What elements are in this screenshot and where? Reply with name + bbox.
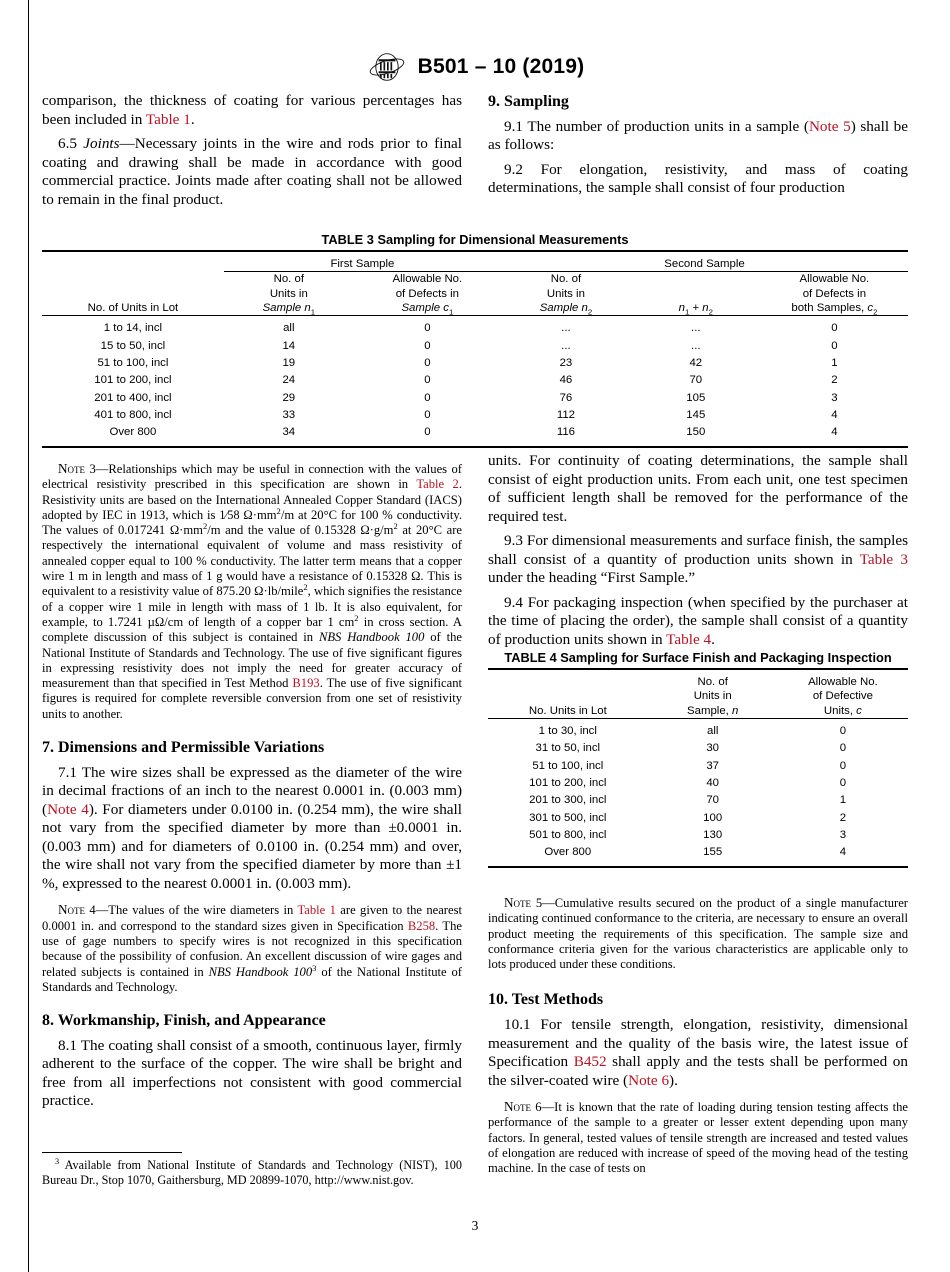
table-row-value: 4	[831, 409, 838, 422]
note-6-label: Note	[504, 1099, 532, 1115]
table-4-column-headers	[488, 675, 908, 719]
table-3-col-header-n1-l3: Sample n	[262, 302, 311, 315]
table-3-col-header-n2-l3: Sample n	[539, 302, 588, 315]
note-3-f: at 20°C are respectively the international equivalent of volume and mass resistivity of annealed copper equal to 100 % conductivity. The latter term means that a copper wire 1 m in length and mass of 1 g would have a resistance of 0.15328 Ω. This is equivalent to a resistivity value of 875.20 Ω·lb/mile	[42, 523, 462, 599]
table-row-label: 301 to 500, incl	[529, 811, 607, 824]
left-column-top	[42, 92, 462, 209]
table-row-label: 501 to 800, incl	[529, 829, 607, 842]
page-number: 3	[471, 1218, 479, 1233]
table-row	[42, 338, 908, 355]
table-row	[488, 792, 908, 809]
table-3-col-header-c1-sub: 1	[448, 307, 454, 317]
table-row	[488, 758, 908, 775]
footnote-separator	[42, 1152, 182, 1153]
table-3-group-headers	[42, 257, 908, 272]
note-3-e: /m and the value of 0.15328 Ω·g/m	[207, 523, 394, 538]
table-4-col-header-units	[648, 675, 778, 719]
note-3-c: Ω·mm	[239, 507, 277, 522]
astm-roundel-logo	[366, 50, 408, 84]
link-table-3[interactable]: Table 3	[859, 550, 909, 568]
table-3-body	[42, 320, 908, 441]
table-row-label: 1 to 14, incl	[103, 322, 163, 335]
note-4-b: are given to the nearest 0.0001 in. and correspond to the standard sizes given in Specification	[42, 903, 462, 933]
table-3-group-first-sample: First Sample	[224, 257, 501, 272]
table-row-value: 2	[839, 811, 847, 824]
table-row-value: 40	[706, 777, 720, 790]
table-row	[42, 372, 908, 389]
table-3-col-header-c1	[354, 272, 501, 316]
paragraph-9-4-b: .	[711, 630, 715, 648]
table-row-value: ...	[691, 322, 701, 335]
note-3-fraction: 1⁄58	[219, 507, 240, 522]
table-4-col-header-defective	[778, 675, 908, 719]
note-3-italic-1: NBS Handbook 100	[318, 630, 425, 645]
table-4-col-header-units-symbol: n	[731, 704, 739, 717]
paragraph-6-5	[42, 135, 462, 209]
note-3-sup-2: 2	[202, 521, 208, 531]
table-3-group-blank	[42, 257, 224, 272]
paragraph-9-1	[488, 118, 908, 155]
table-row-value: 0	[831, 322, 838, 335]
table-3-grid	[42, 250, 908, 448]
paragraph-9-3-a: 9.3 For dimensional measurements and surface finish, the samples shall consist of a quantity of production units shown in	[488, 532, 908, 568]
table-row-value: 0	[424, 426, 431, 439]
table-row-value: 37	[706, 759, 720, 772]
table-row-label: Over 800	[544, 846, 592, 859]
table-row-value: 70	[689, 374, 703, 387]
note-3	[42, 461, 462, 722]
note-4-number: 4—	[85, 903, 109, 918]
table-row-value: 0	[424, 339, 431, 352]
section-7-heading: 7. Dimensions and Permissible Variations	[42, 739, 325, 757]
table-3	[42, 232, 908, 448]
note-4-italic: NBS Handbook 100	[208, 964, 313, 979]
paragraph-9-1-text-a: 9.1 The number of production units in a sample (	[504, 117, 809, 135]
note-3-sup-4: 2	[303, 582, 308, 593]
note-3-j: . The use of five significant figures is required for complete reversible conversion from one set of resistivity units to another.	[42, 676, 463, 721]
paragraph-9-3-b: under the heading “First Sample.”	[488, 569, 696, 587]
table-row-value: 0	[839, 742, 847, 755]
right-column-top	[488, 92, 908, 198]
table-row-value: all	[283, 322, 295, 335]
table-row-value: 19	[282, 357, 296, 370]
note-3-number: 3—	[85, 462, 109, 476]
paragraph-9-4-a: 9.4 For packaging inspection (when specified by the purchaser at the time of placing the order), the sample shall consist of a quantity of production units shown in	[488, 593, 908, 648]
table-row-value: 0	[424, 409, 431, 422]
link-table-2[interactable]: Table 2	[416, 477, 459, 492]
table-row-value: 1	[831, 357, 838, 370]
table-3-bottom-rule	[42, 442, 908, 447]
table-row	[42, 407, 908, 424]
note-3-b: . Resistivity units are based on the International Annealed Copper Standard (IACS) adopted by IEC in 1913, which is	[42, 477, 463, 522]
table-3-col-header-n2	[501, 272, 631, 316]
table-4	[488, 650, 908, 868]
table-row-value: 0	[839, 725, 847, 738]
table-row	[42, 390, 908, 407]
table-row-value: 150	[686, 426, 706, 439]
table-row-value: 0	[424, 357, 431, 370]
note-4-label: Note	[58, 902, 86, 918]
table-row-value: 0	[424, 374, 431, 387]
table-row-value: 42	[689, 357, 703, 370]
footnote-3-marker: 3	[55, 1156, 60, 1166]
note-5	[488, 895, 908, 972]
note-3-label: Note	[58, 461, 86, 476]
table-row-label: 1 to 30, incl	[538, 725, 597, 738]
paragraph-9-4	[488, 594, 908, 650]
note-4-d: of the National Institute of Standards and Technology.	[42, 964, 462, 994]
table-4-col-header-units-l3: Sample,	[687, 704, 732, 717]
table-row-value: 0	[424, 391, 431, 404]
table-row-label: Over 800	[109, 426, 157, 439]
table-row-value: 145	[686, 409, 706, 422]
table-3-col-header-lot-text: No. of Units in Lot	[87, 302, 179, 315]
table-4-col-header-defective-l1: Allowable No.	[808, 676, 878, 688]
table-row-value: 30	[706, 742, 720, 755]
note-4	[42, 902, 462, 995]
table-4-col-header-defective-symbol: c	[856, 704, 862, 717]
note-3-sup-3: 2	[393, 521, 398, 531]
table-row-value: 0	[424, 322, 431, 335]
paragraph-7-1-b: ). For diameters under 0.0100 in. (0.254 mm), the wire shall not vary from the specified diameter by more than ±0.0001 in. (0.003 mm) and for diameters of 0.0100 in. (0.254 mm) and over, the wire shall not vary from the specified diameter by more than ±1 %, expressed to the nearest 0.0001 in. (0.003 mm).	[42, 800, 462, 892]
table-row-value: all	[706, 725, 719, 738]
table-3-col-header-c1-l3: Sample c	[401, 302, 449, 315]
note-3-g: , which signifies the resistance of a copper wire 1 mile in length with mass of 1 lb. It is also equivalent, for example, to 1.7241 µΩ/cm of length of a copper bar 1 cm	[42, 584, 462, 629]
paragraph-continued-tail: .	[190, 110, 195, 128]
paragraph-9-1-text-b: ) shall be as follows:	[488, 117, 909, 154]
table-row-value: 4	[839, 846, 847, 859]
table-3-col-header-c1-l1: Allowable No.	[392, 273, 463, 286]
paragraph-9-2-continued: units. For continuity of coating determinations, the sample shall consist of eight production units. From each unit, one test specimen of sufficient length shall be removed for the performance of the required test.	[488, 452, 908, 525]
table-row-value: ...	[691, 339, 701, 352]
link-note-6[interactable]: Note 6	[628, 1071, 670, 1089]
paragraph-7-1-a: 7.1 The wire sizes shall be expressed as the diameter of the wire in decimal fractions of an inch to the nearest 0.0001 in. (0.003 mm) (	[42, 763, 462, 818]
link-table-1[interactable]: Table 1	[145, 110, 191, 128]
table-3-title: TABLE 3 Sampling for Dimensional Measurements	[321, 232, 629, 247]
paragraph-6-5-text: —Necessary joints in the wire and rods prior to final coating and drawing shall be made in accordance with good commercial practice. Joints made after coating shall not be allowed to remain in the final product.	[42, 135, 463, 208]
note-5-number: 5—	[531, 896, 555, 910]
table-row-value: 112	[556, 409, 575, 422]
note-3-sup-1: 2	[276, 505, 281, 516]
table-4-col-header-defective-l3: Units,	[823, 704, 857, 717]
right-column-lower	[488, 886, 908, 1177]
table-4-col-header-units-l1: No. of	[697, 676, 728, 688]
table-row-value: 33	[282, 409, 296, 422]
note-6-number: 6—	[531, 1100, 555, 1115]
note-6-text: It is known that the rate of loading during tension testing affects the performance of the sample to a greater or lesser extent depending upon many factors. In general, tested values of tensile strength are increased and tested values of elongation are reduced with increase of speed of the moving head of the testing machine. In the case of tests on	[488, 1100, 908, 1176]
table-row	[488, 740, 908, 757]
table-row	[488, 723, 908, 740]
table-3-col-header-n2-sub: 2	[587, 307, 593, 317]
footnote-3-text: Available from National Institute of Standards and Technology (NIST), 100 Bureau Dr., Stop 1070, Gaithersburg, MD 20899-1070, http://www.nist.gov.	[42, 1158, 462, 1187]
table-row-label: 51 to 100, incl	[532, 759, 604, 772]
table-4-col-header-defective-l2: of Defective	[812, 690, 873, 703]
table-row-value: 70	[706, 794, 720, 807]
paragraph-continued-text: comparison, the thickness of coating for various percentages has been included in	[42, 92, 462, 128]
table-row-value: 116	[556, 426, 575, 439]
paragraph-continued	[42, 92, 462, 129]
table-4-title: TABLE 4 Sampling for Surface Finish and Packaging Inspection	[504, 650, 892, 665]
table-row	[42, 320, 908, 337]
table-3-column-headers	[42, 272, 908, 316]
table-row-value: 46	[559, 374, 573, 387]
table-row	[42, 355, 908, 372]
paragraph-9-2: 9.2 For elongation, resistivity, and mass of coating determinations, the sample shall consist of four production	[488, 160, 908, 197]
table-row-value: 130	[703, 829, 723, 842]
table-row-label: 15 to 50, incl	[100, 339, 166, 352]
table-row-value: 3	[839, 829, 847, 842]
table-row	[488, 810, 908, 827]
note-3-sup-5: 2	[354, 612, 359, 623]
table-4-bottom-rule	[488, 862, 908, 867]
table-row-value: 100	[703, 811, 723, 824]
paragraph-7-1	[42, 764, 462, 894]
note-3-a: Relationships which may be useful in connection with the values of electrical resistivity prescribed in this specification are shown in	[42, 462, 462, 492]
table-3-col-header-n1-l1: No. of	[273, 273, 304, 286]
link-note-5[interactable]: Note 5	[808, 117, 851, 135]
table-3-col-header-c1-l2: of Defects in	[395, 287, 460, 300]
page-header	[0, 50, 950, 89]
paragraph-8-1: 8.1 The coating shall consist of a smooth, continuous layer, firmly adherent to the surface of the copper. The wire shall be bright and free from all imperfections not consistent with good commercial practice.	[42, 1036, 462, 1110]
footnote-3	[42, 1158, 462, 1188]
document-designation: B501 – 10 (2019)	[417, 55, 585, 78]
paragraph-6-5-term: Joints	[83, 135, 120, 153]
table-3-col-header-c2-l1: Allowable No.	[799, 273, 870, 286]
link-table-4[interactable]: Table 4	[666, 630, 712, 648]
table-row-value: 105	[686, 391, 706, 404]
table-3-col-header-c2-sub: 2	[873, 307, 878, 317]
table-row-label: 201 to 400, incl	[94, 391, 172, 404]
section-8-heading: 8. Workmanship, Finish, and Appearance	[42, 1012, 326, 1030]
table-3-col-header-c2-l2: of Defects in	[802, 287, 867, 300]
table-row-value: 24	[282, 374, 296, 387]
paragraph-10-1-b: shall apply and the tests shall be performed on the silver-coated wire (	[488, 1053, 908, 1089]
table-3-col-header-lot	[42, 272, 224, 316]
table-4-col-header-lot-text: No. Units in Lot	[528, 704, 607, 717]
paragraph-10-1	[488, 1016, 908, 1090]
table-3-col-header-sum-text: n	[678, 302, 685, 315]
table-row	[488, 827, 908, 844]
right-column-body	[488, 452, 908, 649]
table-row-value: 29	[282, 391, 296, 404]
table-3-group-second-sample: Second Sample	[501, 257, 908, 272]
note-3-d: /m at 20°C for 100 % conductivity. The values of 0.017241 Ω·mm	[42, 507, 462, 538]
link-note-4[interactable]: Note 4	[47, 800, 89, 818]
table-row-label: 401 to 800, incl	[94, 409, 172, 422]
note-3-i: of the National Institute of Standards and Technology. The use of five significant figures in expressing resistivity does not imply the need for greater accuracy of measurement than that specified in Test Method	[42, 630, 462, 691]
table-row-value: 0	[839, 759, 847, 772]
table-row-value: ...	[561, 322, 571, 335]
table-3-col-header-c2-l3: both Samples, c	[791, 302, 874, 315]
table-3-col-header-sum: $n_1 + n_2$	[678, 302, 713, 317]
note-5-label: Note	[504, 895, 532, 910]
table-3-col-header-n2-l1: No. of	[550, 273, 582, 286]
link-b193[interactable]: B193	[292, 676, 320, 691]
table-row	[488, 844, 908, 861]
table-row-label: 31 to 50, incl	[535, 742, 601, 755]
table-row-value: 2	[831, 374, 838, 387]
table-row-value: 14	[282, 339, 296, 352]
paragraph-9-3	[488, 532, 908, 588]
table-row-value: 76	[559, 391, 573, 404]
link-b258[interactable]: B258	[407, 918, 436, 933]
table-row	[488, 775, 908, 792]
table-row-value: 23	[559, 357, 573, 370]
section-10-heading: 10. Test Methods	[488, 991, 604, 1009]
paragraph-10-1-a: 10.1 For tensile strength, elongation, resistivity, dimensional measurement and the quality of the basis wire, the latest issue of Specification	[488, 1016, 908, 1071]
table-4-col-header-units-l2: Units in	[693, 690, 732, 703]
note-3-h: in cross section. A complete discussion of this subject is contained in	[42, 614, 462, 645]
table-row	[42, 424, 908, 441]
table-row-value: 3	[831, 391, 838, 404]
note-5-text: Cumulative results secured on the product of a single manufacturer indicating continued conformance to the criteria, are necessary to ensure an overall product meeting the requirements of this specification. The sample size and conformance criteria given for the various characteristics are applicable only to lots produced under these conditions.	[488, 896, 908, 972]
note-4-c: . The use of gage numbers to specify wires is not recognized in this specification because of the possibility of confusion. An excellent discussion of wire gages and related subjects is contained in	[42, 918, 463, 979]
table-3-col-header-n1	[224, 272, 354, 316]
table-row-value: 1	[839, 794, 847, 807]
table-row-label: 101 to 200, incl	[529, 777, 607, 790]
table-row-value: 155	[703, 846, 723, 859]
paragraph-10-1-c: ).	[669, 1071, 678, 1089]
section-9-heading: 9. Sampling	[488, 93, 569, 110]
table-row-value: 4	[831, 426, 838, 439]
paragraph-6-5-number: 6.5	[58, 135, 84, 153]
table-3-col-header-n2-l2: Units in	[546, 287, 585, 300]
table-3-col-header-n1-sub: 1	[310, 307, 316, 317]
table-4-body	[488, 723, 908, 862]
table-row-value: 0	[831, 339, 838, 352]
table-row-value: ...	[561, 339, 571, 352]
link-table-1-note4[interactable]: Table 1	[297, 903, 336, 918]
table-row-label: 51 to 100, incl	[97, 357, 169, 370]
table-3-col-header-n1-l2: Units in	[269, 287, 308, 300]
table-3-col-header-c2	[761, 272, 908, 316]
table-row-label: 201 to 300, incl	[529, 794, 607, 807]
table-row-value: 34	[282, 426, 296, 439]
note-6	[488, 1099, 908, 1176]
page-edge-rule	[28, 0, 29, 1272]
table-4-col-header-lot	[488, 675, 648, 719]
left-column-body	[42, 452, 462, 1111]
note-4-a: The values of the wire diameters in	[108, 903, 298, 918]
link-b452[interactable]: B452	[573, 1053, 607, 1071]
note-4-footnote-marker: 3	[312, 962, 317, 973]
table-4-grid	[488, 668, 908, 868]
table-row-value: 0	[839, 777, 847, 790]
table-row-label: 101 to 200, incl	[94, 374, 172, 387]
